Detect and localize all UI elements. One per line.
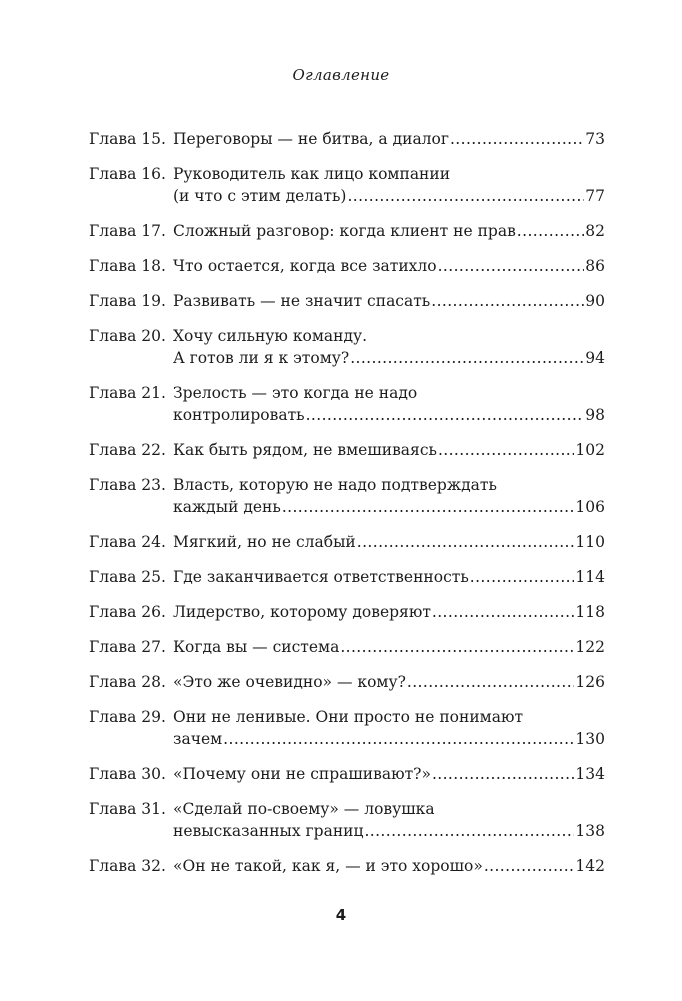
entry-title-line: (и что с этим делать)	[173, 187, 347, 205]
toc-entry	[89, 855, 605, 877]
entry-last-line	[173, 728, 605, 750]
toc-entry	[89, 163, 605, 207]
entry-last-line	[173, 671, 605, 693]
dot-leader	[432, 763, 574, 785]
entry-last-line	[173, 128, 605, 150]
entry-title-block	[173, 601, 605, 623]
toc-entry	[89, 382, 605, 426]
dot-leader	[364, 820, 574, 842]
toc-entry	[89, 636, 605, 658]
entry-title-block	[173, 474, 605, 518]
entry-title-line: контролировать	[173, 406, 305, 424]
entry-title-block	[173, 531, 605, 553]
entry-title-block	[173, 290, 605, 312]
entry-title-line: зачем	[173, 730, 223, 748]
entry-title-line: «Это же очевидно» — кому?	[173, 673, 406, 691]
entry-page-number: 86	[585, 257, 605, 275]
entry-last-line	[173, 601, 605, 623]
entry-title-line: Переговоры — не битва, а диалог	[173, 130, 449, 148]
entry-title-block	[173, 128, 605, 150]
chapter-number: Глава 19.	[89, 292, 166, 310]
entry-title-line: Руководитель как лицо компании	[173, 165, 451, 183]
page-number: 4	[335, 906, 347, 924]
entry-page-number: 114	[575, 568, 605, 586]
entry-page-number: 118	[575, 603, 605, 621]
entry-page-number: 94	[585, 349, 605, 367]
entry-title-line: Что остается, когда все затихло	[173, 257, 437, 275]
entry-title-line: невысказанных границ	[173, 822, 364, 840]
entry-last-line	[173, 290, 605, 312]
dot-leader	[470, 566, 575, 588]
entry-page-number: 82	[585, 222, 605, 240]
entry-last-line	[173, 531, 605, 553]
toc-entry	[89, 706, 605, 750]
dot-leader	[347, 185, 584, 207]
entry-page-number: 122	[575, 638, 605, 656]
entry-page-number: 142	[575, 857, 605, 875]
dot-leader	[517, 220, 584, 242]
entry-last-line	[173, 255, 605, 277]
entry-title-line: А готов ли я к этому?	[173, 349, 350, 367]
dot-leader	[340, 636, 574, 658]
entry-title-block	[173, 163, 605, 207]
entry-page-number: 106	[575, 498, 605, 516]
entry-title-line: Как быть рядом, не вмешиваясь	[173, 441, 437, 459]
entry-title-block	[173, 439, 605, 461]
toc-entry	[89, 220, 605, 242]
entry-title-line: «Сделай по-своему» — ловушка	[173, 800, 435, 818]
entry-title-block	[173, 566, 605, 588]
entry-last-line	[173, 220, 605, 242]
dot-leader	[431, 290, 584, 312]
chapter-number: Глава 26.	[89, 603, 166, 621]
dot-leader	[306, 404, 585, 426]
entry-title-block	[173, 220, 605, 242]
entry-title-block	[173, 325, 605, 369]
dot-leader	[438, 439, 574, 461]
entry-title-block	[173, 636, 605, 658]
dot-leader	[282, 496, 575, 518]
entry-title-line: Когда вы — система	[173, 638, 340, 656]
entry-title-line: «Он не такой, как я, — и это хорошо»	[173, 857, 483, 875]
entry-title-line: Где заканчивается ответственность	[173, 568, 469, 586]
entry-title-line: Сложный разговор: когда клиент не прав	[173, 222, 516, 240]
entry-title-block	[173, 855, 605, 877]
entry-last-line	[173, 763, 605, 785]
entry-title-line: Зрелость — это когда не надо	[173, 384, 418, 402]
entry-title-block	[173, 706, 605, 750]
entry-title-line: Власть, которую не надо подтверждать	[173, 476, 497, 494]
toc-entry	[89, 325, 605, 369]
entry-last-line	[173, 855, 605, 877]
entry-last-line	[173, 439, 605, 461]
entry-page-number: 77	[585, 187, 605, 205]
dot-leader	[407, 671, 575, 693]
entry-last-line	[173, 496, 605, 518]
toc-entry	[89, 566, 605, 588]
chapter-number: Глава 15.	[89, 130, 166, 148]
entry-title-line: Развивать — не значит спасать	[173, 292, 431, 310]
dot-leader	[484, 855, 575, 877]
entry-title-line: Они не ленивые. Они просто не понимают	[173, 708, 524, 726]
dot-leader	[450, 128, 584, 150]
chapter-number: Глава 28.	[89, 673, 166, 691]
entry-title-block	[173, 798, 605, 842]
entry-title-line: Хочу сильную команду.	[173, 327, 368, 345]
entry-page-number: 102	[575, 441, 605, 459]
dot-leader	[350, 347, 584, 369]
chapter-number: Глава 29.	[89, 708, 166, 726]
dot-leader	[223, 728, 574, 750]
entry-page-number: 130	[575, 730, 605, 748]
toc-entry	[89, 671, 605, 693]
entry-title-line: Лидерство, которому доверяют	[173, 603, 431, 621]
chapter-number: Глава 23.	[89, 476, 166, 494]
table-of-contents	[89, 128, 605, 890]
toc-entry	[89, 474, 605, 518]
chapter-number: Глава 27.	[89, 638, 166, 656]
chapter-number: Глава 18.	[89, 257, 166, 275]
toc-entry	[89, 531, 605, 553]
chapter-number: Глава 32.	[89, 857, 166, 875]
entry-title-block	[173, 671, 605, 693]
toc-entry	[89, 601, 605, 623]
entry-last-line	[173, 404, 605, 426]
toc-entry	[89, 290, 605, 312]
entry-page-number: 73	[585, 130, 605, 148]
entry-title-block	[173, 255, 605, 277]
chapter-number: Глава 17.	[89, 222, 166, 240]
entry-last-line	[173, 820, 605, 842]
dot-leader	[438, 255, 585, 277]
dot-leader	[357, 531, 575, 553]
chapter-number: Глава 24.	[89, 533, 166, 551]
running-header: Оглавление	[292, 66, 390, 84]
entry-page-number: 134	[575, 765, 605, 783]
entry-last-line	[173, 185, 605, 207]
chapter-number: Глава 22.	[89, 441, 166, 459]
entry-title-line: Мягкий, но не слабый	[173, 533, 356, 551]
chapter-number: Глава 30.	[89, 765, 166, 783]
dot-leader	[432, 601, 575, 623]
chapter-number: Глава 20.	[89, 327, 166, 345]
entry-page-number: 126	[575, 673, 605, 691]
entry-last-line	[173, 347, 605, 369]
entry-title-block	[173, 763, 605, 785]
entry-page-number: 98	[585, 406, 605, 424]
entry-title-line: каждый день	[173, 498, 281, 516]
entry-title-line: «Почему они не спрашивают?»	[173, 765, 431, 783]
chapter-number: Глава 31.	[89, 800, 166, 818]
chapter-number: Глава 25.	[89, 568, 166, 586]
entry-page-number: 110	[575, 533, 605, 551]
chapter-number: Глава 21.	[89, 384, 166, 402]
entry-title-block	[173, 382, 605, 426]
entry-page-number: 90	[585, 292, 605, 310]
toc-entry	[89, 439, 605, 461]
toc-entry	[89, 763, 605, 785]
chapter-number: Глава 16.	[89, 165, 166, 183]
entry-last-line	[173, 566, 605, 588]
toc-entry	[89, 798, 605, 842]
entry-last-line	[173, 636, 605, 658]
toc-entry	[89, 128, 605, 150]
entry-page-number: 138	[575, 822, 605, 840]
toc-entry	[89, 255, 605, 277]
